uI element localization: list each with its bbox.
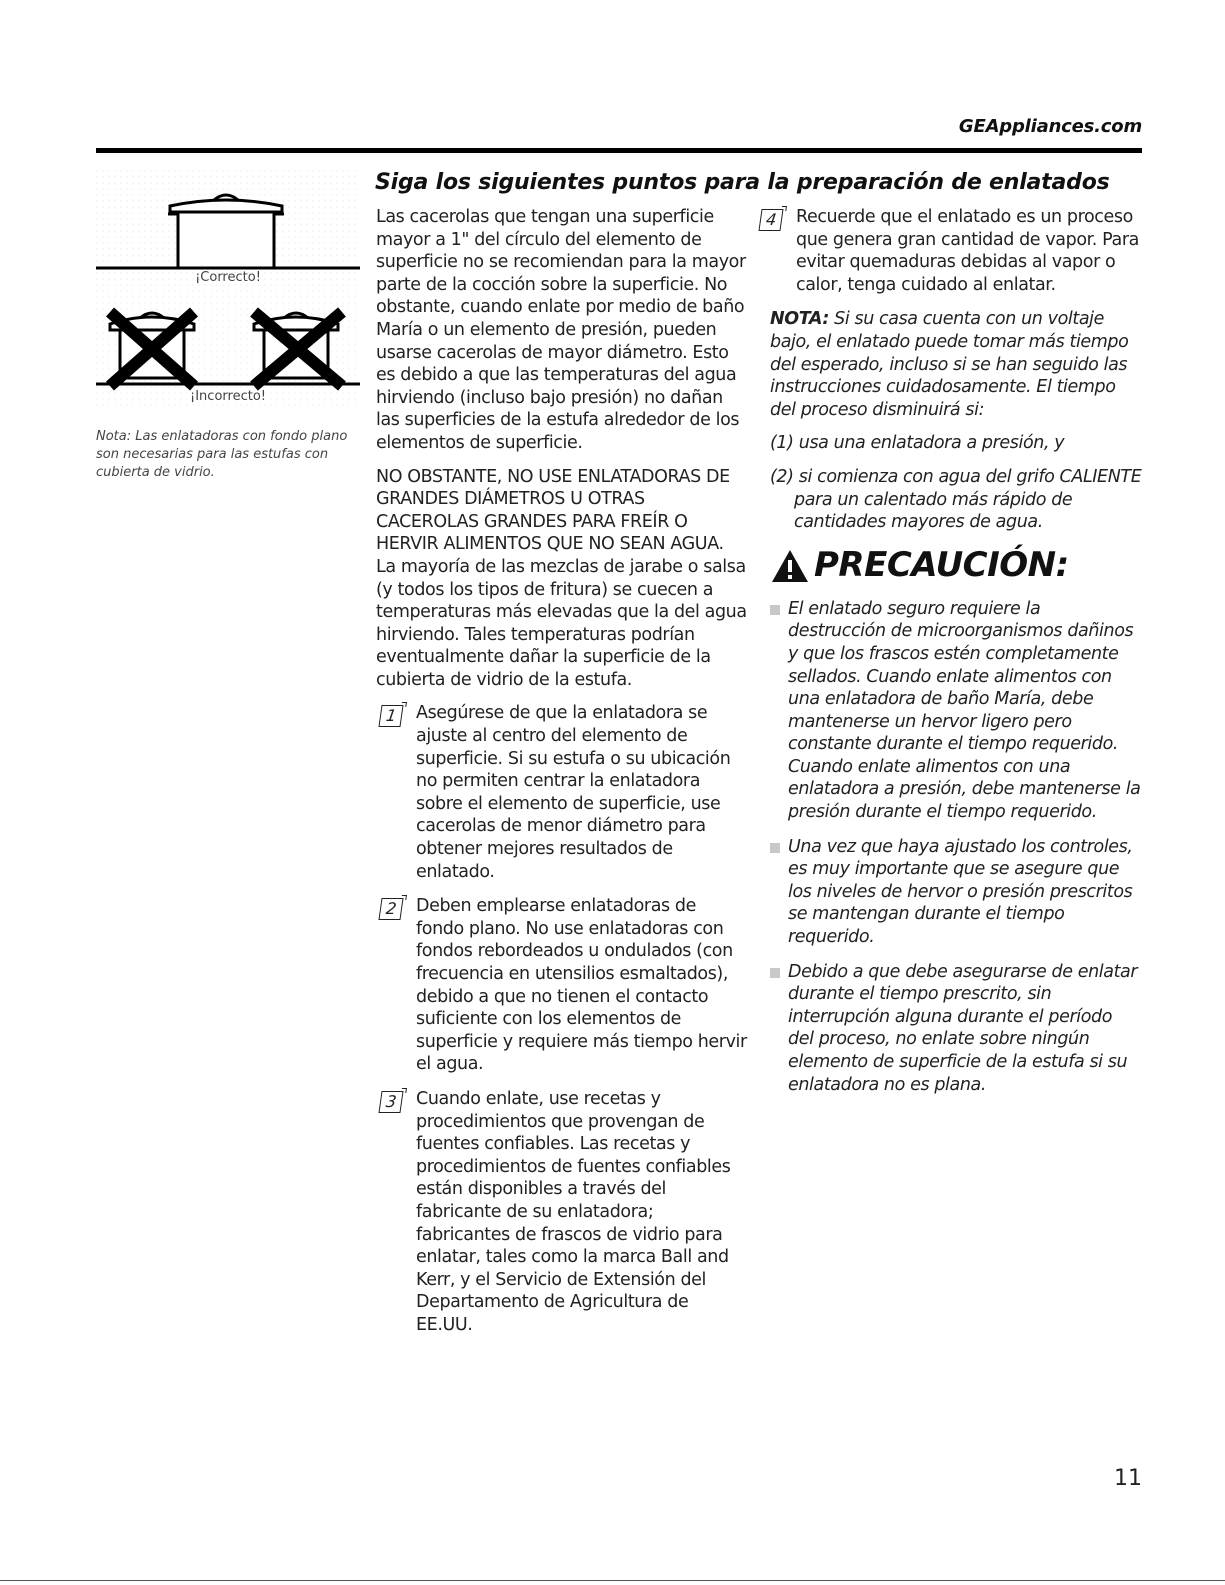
step-2 xyxy=(376,895,748,1076)
step-text: Asegúrese de que la enlatadora se ajuste al centro del elemento de superficie. Si su estufa o su ubicación no permiten centrar la enlatadora sobre el elemento de superficie, use cacerolas de menor diámetro para obtener mejores resultados de enlatado. xyxy=(416,703,731,882)
step-number: 1 xyxy=(378,705,403,727)
step-text: Deben emplearse enlatadoras de fondo plano. No use enlatadoras con fondos rebordeados u ondulados (con frecuencia en utensilios esmaltados), debido a que no tienen el contacto suficiente con los elementos de superficie y requiere más tiempo hervir el agua. xyxy=(416,896,747,1075)
nota-label: NOTA: xyxy=(770,309,829,330)
step-4 xyxy=(756,206,1142,296)
illustration-note: Nota: Las enlatadoras con fondo plano son necesarias para las estufas con cubierta de vidrio. xyxy=(96,429,348,480)
caution-bullet xyxy=(770,598,1142,824)
step-number: 3 xyxy=(378,1091,403,1113)
column-right xyxy=(764,206,1142,1108)
warning-triangle-icon xyxy=(770,548,810,584)
header-rule xyxy=(96,148,1142,153)
intro-paragraph: Las cacerolas que tengan una superficie mayor a 1" del círculo del elemento de superficie no se recomiendan para la mayor parte de la cocción sobre la superficie. No obstante, cuando enlate por medio de baño María o un elemento de presión, pueden usarse cacerolas de mayor diámetro. Esto es debido a que las temperaturas del agua hirviendo (incluso bajo presión) no dañan las superficies de la estufa alrededor de los elementos de superficie. xyxy=(376,207,746,453)
canner-illustration xyxy=(96,170,360,410)
correct-caption: ¡Correcto! xyxy=(195,270,261,285)
step-text: Cuando enlate, use recetas y procedimientos que provengan de fuentes confiables. Las recetas y procedimientos de fuentes confiables están disponibles a través del fabricante de su enlatadora; fabricantes de frascos de vidrio para enlatar, tales como la marca Ball and Kerr, y el Servicio de Extensión del Departamento de Agricultura de EE.UU. xyxy=(416,1088,731,1335)
site-url: GEAppliances.com xyxy=(958,116,1142,137)
nota-item-1: (1) usa una enlatadora a presión, y xyxy=(770,433,1065,454)
step-text: Recuerde que el enlatado es un proceso que genera gran cantidad de vapor. Para evitar quemaduras debidas al vapor o calor, tenga cuidado al enlatar. xyxy=(796,207,1139,295)
step-3 xyxy=(376,1088,748,1337)
page-number: 11 xyxy=(1114,1466,1142,1491)
correct-pan-icon xyxy=(96,170,360,410)
warning-paragraph: NO OBSTANTE, NO USE ENLATADORAS DE GRANDES DIÁMETROS U OTRAS CACEROLAS GRANDES PARA FREÍR O HERVIR ALIMENTOS QUE NO SEAN AGUA. La mayoría de las mezclas de jarabe o salsa (y todos los tipos de fritura) se cuecen a temperaturas más elevadas que la del agua hirviendo. Tales temperaturas podrían eventualmente dañar la superficie de la cubierta de vidrio de la estufa. xyxy=(376,466,747,690)
section-title: Siga los siguientes puntos para la preparación de enlatados xyxy=(375,170,1110,195)
bottom-rule xyxy=(0,1580,1225,1581)
step-number: 2 xyxy=(378,898,403,920)
nota-item-2: (2) si comienza con agua del grifo CALIENTE para un calentado más rápido de cantidades mayores de agua. xyxy=(770,466,1142,533)
caution-bullet xyxy=(770,836,1142,949)
step-1 xyxy=(376,702,748,883)
bullet-text: Debido a que debe asegurarse de enlatar durante el tiempo prescrito, sin interrupción alguna durante el período del proceso, no enlate sobre ningún elemento de superficie de la estufa si su enlatadora no es plana. xyxy=(788,961,1138,1095)
caution-heading xyxy=(770,545,1142,586)
bullet-square-icon xyxy=(770,605,780,615)
nota-text: Si su casa cuenta con un voltaje bajo, el enlatado puede tomar más tiempo del esperado, incluso si se han seguido las instrucciones cuidadosamente. El tiempo del proceso disminuirá si: xyxy=(770,309,1129,420)
bullet-text: El enlatado seguro requiere la destrucción de microorganismos dañinos y que los frascos estén completamente sellados. Cuando enlate alimentos con una enlatadora de baño María, debe mantenerse un hervor ligero pero constante durante el tiempo requerido. Cuando enlate alimentos con una enlatadora a presión, debe mantenerse la presión durante el tiempo requerido. xyxy=(788,598,1141,823)
bullet-text: Una vez que haya ajustado los controles, es muy importante que se asegure que los niveles de hervor o presión prescritos se mantengan durante el tiempo requerido. xyxy=(788,836,1133,948)
step-number: 4 xyxy=(758,209,783,231)
incorrect-caption: ¡Incorrecto! xyxy=(190,389,266,404)
nota-paragraph xyxy=(770,308,1142,421)
caution-bullet xyxy=(770,961,1142,1097)
caution-title: PRECAUCIÓN: xyxy=(814,545,1069,586)
column-left xyxy=(376,206,748,1349)
bullet-square-icon xyxy=(770,968,780,978)
bullet-square-icon xyxy=(770,843,780,853)
